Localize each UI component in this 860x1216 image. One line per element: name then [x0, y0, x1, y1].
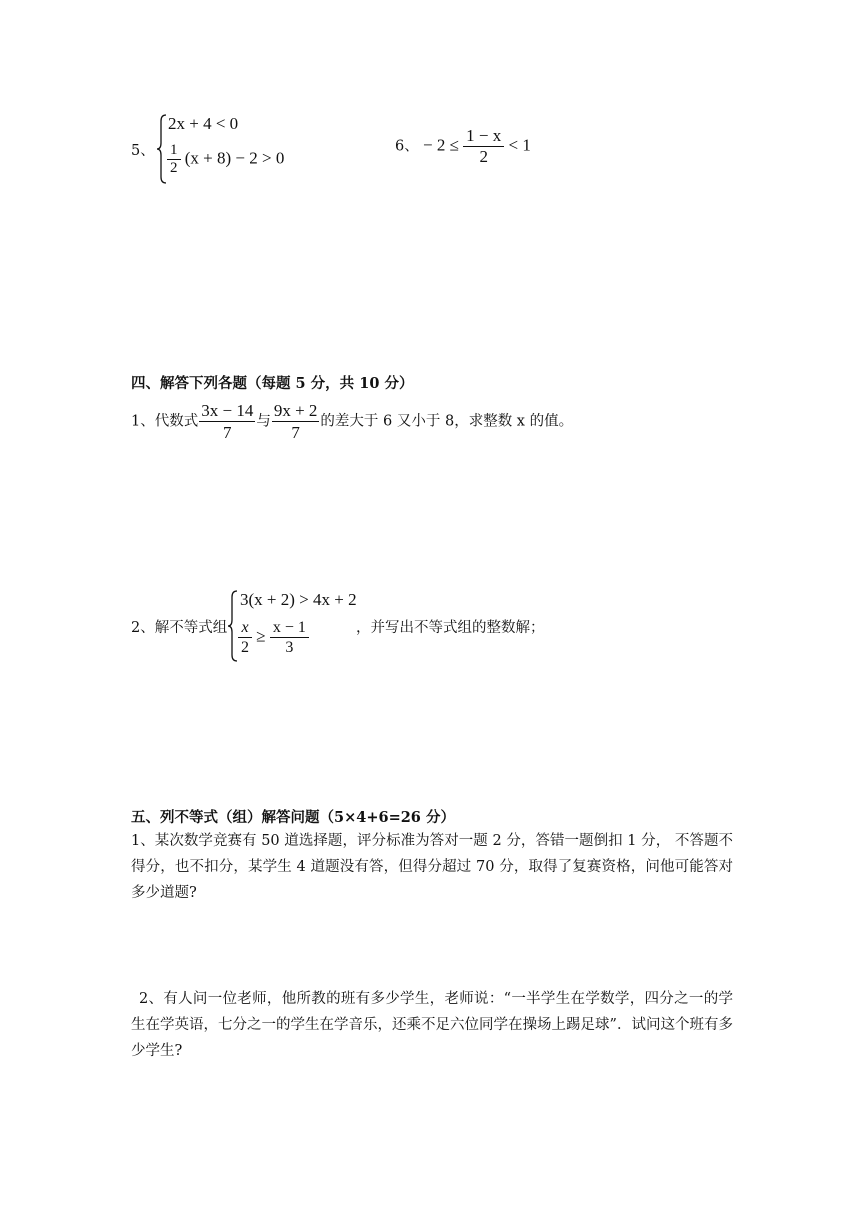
greater-equal-sign: ≥: [256, 626, 266, 646]
fraction-denominator: 2: [170, 160, 178, 176]
fraction-numerator: 1: [167, 142, 181, 160]
fraction-numerator: 9x + 2: [273, 401, 318, 420]
fraction-denominator: 7: [223, 423, 232, 442]
section-5-heading: 五、列不等式（组）解答问题（5×4+6=26 分）: [131, 809, 455, 826]
problem-5-line-2: [167, 142, 284, 177]
question-1-mid: 与: [256, 413, 271, 430]
question-2-tail: ，并写出不等式组的整数解；: [356, 620, 545, 636]
section-5-question-2: 2、有人问一位老师，他所教的班有多少学生，老师说：“一半学生在学数学，四分之一的学生在学英语，七分之一的学生在学音乐，还乘不足六位同学在操场上踢足球”．试问这个班有多少学生?: [131, 991, 733, 1059]
question-1-label: 1、代数式: [131, 413, 199, 430]
question-2-label: 2、解不等式组: [131, 620, 228, 636]
question-2-line-2: [238, 618, 309, 657]
question-1-tail: 的差大于 6 又小于 8，求整数 x 的值。: [320, 413, 574, 430]
section-4-heading: 四、解答下列各题（每题 5 分，共 10 分）: [131, 375, 414, 392]
fraction-numerator: 3x − 14: [201, 401, 254, 420]
problem-6: [395, 126, 531, 167]
section-5-question-1: 1、某次数学竞赛有 50 道选择题，评分标准为答对一题 2 分，答错一题倒扣 1 分， 不答题不得分，也不扣分，某学生 4 道题没有答，但得分超过 70 分，取得了复赛资格，问他可能答对多少道题?: [131, 833, 733, 901]
problem-5-line-1: 2x + 4 < 0: [168, 114, 239, 133]
fraction-numerator: x: [238, 618, 252, 638]
problem-6-left: − 2 ≤: [422, 135, 459, 155]
fraction-numerator: 1 − x: [463, 126, 504, 147]
problem-5-label: 5、: [131, 143, 155, 159]
fraction-denominator: 7: [291, 423, 300, 442]
problem-5-line-2-rest: (x + 8) − 2 > 0: [184, 148, 285, 168]
fraction-denominator: 3: [285, 639, 294, 656]
problem-6-right: < 1: [508, 135, 531, 155]
question-2-line-1: 3(x + 2) > 4x + 2: [240, 590, 357, 609]
section-4-question-1: [131, 400, 573, 443]
fraction-denominator: 2: [241, 639, 249, 656]
problem-6-label: 6、: [395, 138, 419, 155]
fraction-denominator: 2: [479, 147, 488, 166]
fraction-numerator: x − 1: [270, 618, 309, 638]
